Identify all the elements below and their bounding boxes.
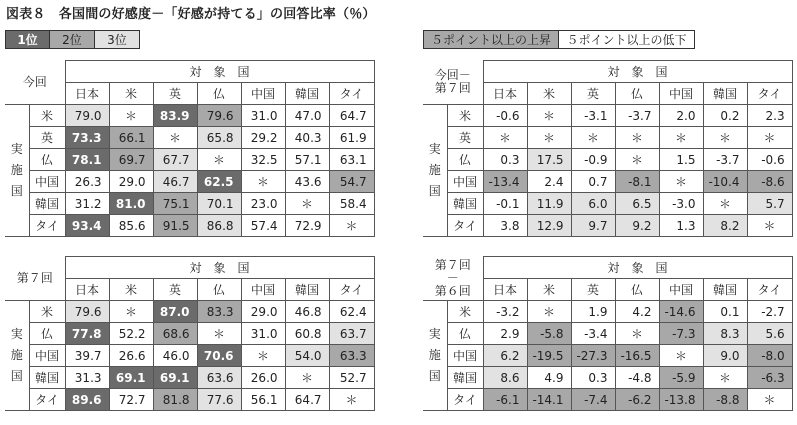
row-label: タイ — [29, 215, 65, 237]
row-label: 韓国 — [447, 367, 483, 389]
table-cell: ＊ — [285, 193, 329, 215]
corner-line: 第７回 — [16, 270, 53, 285]
target-country-header: 対 象 国 — [483, 257, 792, 279]
table-cell: 31.3 — [65, 367, 109, 389]
table-cell: ＊ — [703, 367, 747, 389]
column-header: タイ — [747, 279, 792, 301]
column-header: 日本 — [65, 83, 109, 105]
table-cell: 64.7 — [329, 105, 374, 127]
table-cell: 6.0 — [571, 193, 615, 215]
table-cell: 46.0 — [153, 345, 197, 367]
table-row — [5, 389, 374, 411]
table-cell: ＊ — [241, 345, 285, 367]
table-cell: -14.1 — [527, 389, 571, 411]
corner-line: 第７回 — [434, 81, 471, 96]
column-header: タイ — [329, 279, 374, 301]
column-header: 中国 — [659, 83, 703, 105]
column-header: 英 — [571, 279, 615, 301]
implementing-country-label — [423, 105, 447, 237]
table-cell: -13.8 — [659, 389, 703, 411]
table-cell: 43.6 — [285, 171, 329, 193]
row-label: 韓国 — [29, 367, 65, 389]
table-cell: ＊ — [615, 149, 659, 171]
implementing-country-label — [5, 105, 29, 237]
table-cell: 72.9 — [285, 215, 329, 237]
column-header: 米 — [109, 83, 153, 105]
table-current — [5, 60, 375, 237]
table-cell: -7.4 — [571, 389, 615, 411]
table-cell: ＊ — [615, 323, 659, 345]
row-label: 仏 — [447, 149, 483, 171]
table-cell: 1.3 — [659, 215, 703, 237]
table-cell: 2.4 — [527, 171, 571, 193]
table-cell: 63.1 — [329, 149, 374, 171]
column-header: タイ — [329, 83, 374, 105]
column-header: 英 — [571, 83, 615, 105]
table-cell: -3.2 — [483, 301, 527, 323]
table-cell: 26.6 — [109, 345, 153, 367]
table-cell: 46.8 — [285, 301, 329, 323]
implementing-label-char: 国 — [428, 369, 441, 383]
table-cell: 69.7 — [109, 149, 153, 171]
column-header: 中国 — [241, 83, 285, 105]
row-label: 米 — [29, 105, 65, 127]
table-cell: 73.3 — [65, 127, 109, 149]
column-header: 仏 — [197, 83, 241, 105]
table-row — [423, 127, 792, 149]
table-cell: 72.7 — [109, 389, 153, 411]
table-cell: 0.3 — [571, 367, 615, 389]
table-cell: ＊ — [571, 127, 615, 149]
table-cell: -6.1 — [483, 389, 527, 411]
table-cell: 66.1 — [109, 127, 153, 149]
table-cell: -6.3 — [747, 367, 792, 389]
table-cell: ＊ — [747, 389, 792, 411]
legend-increase: ５ポイント以上の上昇 — [423, 30, 559, 49]
table-cell: ＊ — [241, 171, 285, 193]
table-cell: ＊ — [747, 215, 792, 237]
table-cell: 9.2 — [615, 215, 659, 237]
change-legend — [423, 30, 695, 49]
column-header: タイ — [747, 83, 792, 105]
table-7th — [5, 256, 375, 411]
table-cell: 63.7 — [329, 323, 374, 345]
table-cell: 0.1 — [703, 301, 747, 323]
table-cell: 6.2 — [483, 345, 527, 367]
corner-line: － — [446, 270, 459, 285]
table-cell: -3.4 — [571, 323, 615, 345]
implementing-label-char: 国 — [10, 369, 23, 383]
table-cell: -3.0 — [659, 193, 703, 215]
table-cell: -8.0 — [747, 345, 792, 367]
column-header: 中国 — [659, 279, 703, 301]
row-label: 中国 — [29, 345, 65, 367]
table-row — [5, 171, 374, 193]
table-row — [5, 301, 374, 323]
column-header: 中国 — [241, 279, 285, 301]
table-cell: 57.1 — [285, 149, 329, 171]
table-row — [5, 193, 374, 215]
table-cell: -4.8 — [615, 367, 659, 389]
table-cell: 56.1 — [241, 389, 285, 411]
table-cell: -8.8 — [703, 389, 747, 411]
table-cell: 1.9 — [571, 301, 615, 323]
table-cell: ＊ — [615, 127, 659, 149]
table-cell: 77.8 — [65, 323, 109, 345]
table-cell: 87.0 — [153, 301, 197, 323]
table-cell: ＊ — [329, 215, 374, 237]
table-cell: 26.3 — [65, 171, 109, 193]
table-cell: ＊ — [659, 171, 703, 193]
table-cell: ＊ — [703, 193, 747, 215]
table-cell: ＊ — [527, 301, 571, 323]
table-cell: ＊ — [285, 367, 329, 389]
table-cell: 86.8 — [197, 215, 241, 237]
table-cell: ＊ — [659, 127, 703, 149]
table-cell: 89.6 — [65, 389, 109, 411]
table-cell: -3.7 — [615, 105, 659, 127]
table-cell: 79.6 — [65, 301, 109, 323]
column-header: 英 — [153, 83, 197, 105]
table-cell: 85.6 — [109, 215, 153, 237]
corner-line: 今回 — [22, 74, 47, 89]
row-label: 中国 — [447, 345, 483, 367]
legend-rank1: 1位 — [5, 30, 50, 49]
corner-line: 今回－ — [434, 68, 471, 83]
table-cell: 65.8 — [197, 127, 241, 149]
table-corner-label — [423, 257, 483, 301]
table-cell: -3.1 — [571, 105, 615, 127]
row-label: 米 — [447, 301, 483, 323]
table-cell: 78.1 — [65, 149, 109, 171]
table-cell: 0.7 — [571, 171, 615, 193]
table-cell: 70.1 — [197, 193, 241, 215]
table-cell: ＊ — [109, 105, 153, 127]
table-cell: 81.8 — [153, 389, 197, 411]
table-cell: 93.4 — [65, 215, 109, 237]
table-cell: 61.9 — [329, 127, 374, 149]
table-cell: -0.1 — [483, 193, 527, 215]
table-cell: 52.2 — [109, 323, 153, 345]
table-cell: 58.4 — [329, 193, 374, 215]
column-header: 日本 — [65, 279, 109, 301]
row-label: タイ — [447, 389, 483, 411]
table-cell: 11.9 — [527, 193, 571, 215]
table-row — [5, 105, 374, 127]
table-cell: 79.0 — [65, 105, 109, 127]
table-cell: 1.5 — [659, 149, 703, 171]
row-label: 韓国 — [29, 193, 65, 215]
table-cell: 0.3 — [483, 149, 527, 171]
table-cell: 5.6 — [747, 323, 792, 345]
implementing-label-char: 実 — [10, 142, 23, 156]
table-cell: 67.7 — [153, 149, 197, 171]
table-cell: -8.1 — [615, 171, 659, 193]
table-row — [423, 301, 792, 323]
row-label: 中国 — [447, 171, 483, 193]
table-cell: -27.3 — [571, 345, 615, 367]
rank-legend — [5, 30, 140, 49]
table-cell: 60.8 — [285, 323, 329, 345]
table-row — [423, 193, 792, 215]
legend-decrease: ５ポイント以上の低下 — [559, 30, 695, 49]
table-cell: 64.7 — [285, 389, 329, 411]
table-corner-label — [5, 61, 65, 105]
column-header: 米 — [527, 279, 571, 301]
table-cell: 91.5 — [153, 215, 197, 237]
implementing-label-char: 施 — [10, 163, 23, 177]
table-cell: 6.5 — [615, 193, 659, 215]
table-cell: 32.5 — [241, 149, 285, 171]
table-cell: -2.7 — [747, 301, 792, 323]
row-label: 米 — [447, 105, 483, 127]
table-cell: -0.6 — [483, 105, 527, 127]
table-corner-label — [5, 257, 65, 301]
row-label: 英 — [29, 127, 65, 149]
row-label: 中国 — [29, 171, 65, 193]
table-cell: 77.6 — [197, 389, 241, 411]
table-row — [423, 105, 792, 127]
table-row — [423, 215, 792, 237]
table-cell: 62.4 — [329, 301, 374, 323]
column-header: 米 — [109, 279, 153, 301]
table-cell: 29.2 — [241, 127, 285, 149]
table-cell: 9.7 — [571, 215, 615, 237]
table-row — [5, 149, 374, 171]
table-cell: ＊ — [527, 105, 571, 127]
table-cell: -3.7 — [703, 149, 747, 171]
table-cell: 23.0 — [241, 193, 285, 215]
table-cell: ＊ — [659, 345, 703, 367]
legend-rank3: 3位 — [95, 30, 140, 49]
table-cell: 62.5 — [197, 171, 241, 193]
implementing-label-char: 実 — [10, 327, 23, 341]
column-header: 日本 — [483, 279, 527, 301]
column-header: 米 — [527, 83, 571, 105]
table-cell: 83.3 — [197, 301, 241, 323]
table-cell: 29.0 — [241, 301, 285, 323]
table-cell: 47.0 — [285, 105, 329, 127]
table-cell: 17.5 — [527, 149, 571, 171]
implementing-label-char: 施 — [428, 163, 441, 177]
table-row — [5, 127, 374, 149]
table-cell: -19.5 — [527, 345, 571, 367]
column-header: 日本 — [483, 83, 527, 105]
table-current-minus-7th — [423, 60, 793, 237]
table-corner-label — [423, 61, 483, 105]
column-header: 韓国 — [703, 83, 747, 105]
row-label: タイ — [447, 215, 483, 237]
row-label: 英 — [447, 127, 483, 149]
table-cell: 54.0 — [285, 345, 329, 367]
table-row — [5, 367, 374, 389]
implementing-label-char: 実 — [428, 142, 441, 156]
table-cell: ＊ — [329, 389, 374, 411]
table-cell: -10.4 — [703, 171, 747, 193]
table-cell: 26.0 — [241, 367, 285, 389]
table-cell: 8.6 — [483, 367, 527, 389]
table-cell: -0.9 — [571, 149, 615, 171]
table-cell: 2.3 — [747, 105, 792, 127]
row-label: 韓国 — [447, 193, 483, 215]
table-cell: 2.9 — [483, 323, 527, 345]
table-cell: 4.2 — [615, 301, 659, 323]
table-cell: -6.2 — [615, 389, 659, 411]
implementing-label-char: 施 — [428, 348, 441, 362]
table-cell: 63.3 — [329, 345, 374, 367]
table-cell: -7.3 — [659, 323, 703, 345]
table-cell: 81.0 — [109, 193, 153, 215]
row-label: 仏 — [29, 149, 65, 171]
table-row — [423, 323, 792, 345]
implementing-country-label — [5, 301, 29, 411]
table-cell: 68.6 — [153, 323, 197, 345]
table-cell: 8.3 — [703, 323, 747, 345]
table-row — [5, 345, 374, 367]
corner-line: 第７回 — [434, 257, 471, 272]
table-row — [423, 149, 792, 171]
table-row — [423, 345, 792, 367]
table-cell: ＊ — [153, 127, 197, 149]
table-cell: ＊ — [197, 323, 241, 345]
table-cell: -13.4 — [483, 171, 527, 193]
table-cell: 3.8 — [483, 215, 527, 237]
table-row — [423, 389, 792, 411]
row-label: タイ — [29, 389, 65, 411]
table-cell: 4.9 — [527, 367, 571, 389]
table-cell: 46.7 — [153, 171, 197, 193]
table-cell: 29.0 — [109, 171, 153, 193]
table-cell: 5.7 — [747, 193, 792, 215]
table-cell: 40.3 — [285, 127, 329, 149]
table-row — [423, 171, 792, 193]
column-header: 仏 — [197, 279, 241, 301]
table-cell: 54.7 — [329, 171, 374, 193]
table-cell: -8.6 — [747, 171, 792, 193]
table-cell: 39.7 — [65, 345, 109, 367]
row-label: 仏 — [447, 323, 483, 345]
target-country-header: 対 象 国 — [65, 257, 374, 279]
implementing-country-label — [423, 301, 447, 411]
table-row — [5, 215, 374, 237]
corner-line: 第６回 — [434, 283, 471, 298]
table-cell: -16.5 — [615, 345, 659, 367]
table-cell: 0.2 — [703, 105, 747, 127]
table-cell: -0.6 — [747, 149, 792, 171]
column-header: 韓国 — [285, 279, 329, 301]
table-row — [423, 367, 792, 389]
target-country-header: 対 象 国 — [483, 61, 792, 83]
row-label: 米 — [29, 301, 65, 323]
table-cell: ＊ — [747, 127, 792, 149]
table-row — [5, 323, 374, 345]
legend-rank2: 2位 — [50, 30, 95, 49]
column-header: 仏 — [615, 83, 659, 105]
column-header: 韓国 — [703, 279, 747, 301]
table-cell: 79.6 — [197, 105, 241, 127]
column-header: 仏 — [615, 279, 659, 301]
table-cell: 2.0 — [659, 105, 703, 127]
implementing-label-char: 国 — [10, 184, 23, 198]
table-cell: 83.9 — [153, 105, 197, 127]
implementing-label-char: 施 — [10, 348, 23, 362]
table-cell: ＊ — [483, 127, 527, 149]
table-7th-minus-6th — [423, 256, 793, 411]
table-cell: 69.1 — [153, 367, 197, 389]
table-cell: 9.0 — [703, 345, 747, 367]
table-cell: 52.7 — [329, 367, 374, 389]
figure-title: 図表８ 各国間の好感度－「好感が持てる」の回答比率（％） — [6, 7, 376, 22]
table-cell: 69.1 — [109, 367, 153, 389]
table-cell: 31.0 — [241, 323, 285, 345]
column-header: 英 — [153, 279, 197, 301]
table-cell: 63.6 — [197, 367, 241, 389]
table-cell: -5.8 — [527, 323, 571, 345]
table-cell: ＊ — [197, 149, 241, 171]
table-cell: -14.6 — [659, 301, 703, 323]
table-cell: ＊ — [109, 301, 153, 323]
target-country-header: 対 象 国 — [65, 61, 374, 83]
implementing-label-char: 実 — [428, 327, 441, 341]
table-cell: 12.9 — [527, 215, 571, 237]
table-cell: 75.1 — [153, 193, 197, 215]
table-cell: 31.0 — [241, 105, 285, 127]
table-cell: 57.4 — [241, 215, 285, 237]
row-label: 仏 — [29, 323, 65, 345]
column-header: 韓国 — [285, 83, 329, 105]
table-cell: ＊ — [527, 127, 571, 149]
table-cell: 70.6 — [197, 345, 241, 367]
table-cell: -5.9 — [659, 367, 703, 389]
table-cell: ＊ — [703, 127, 747, 149]
implementing-label-char: 国 — [428, 184, 441, 198]
table-cell: 8.2 — [703, 215, 747, 237]
table-cell: 31.2 — [65, 193, 109, 215]
